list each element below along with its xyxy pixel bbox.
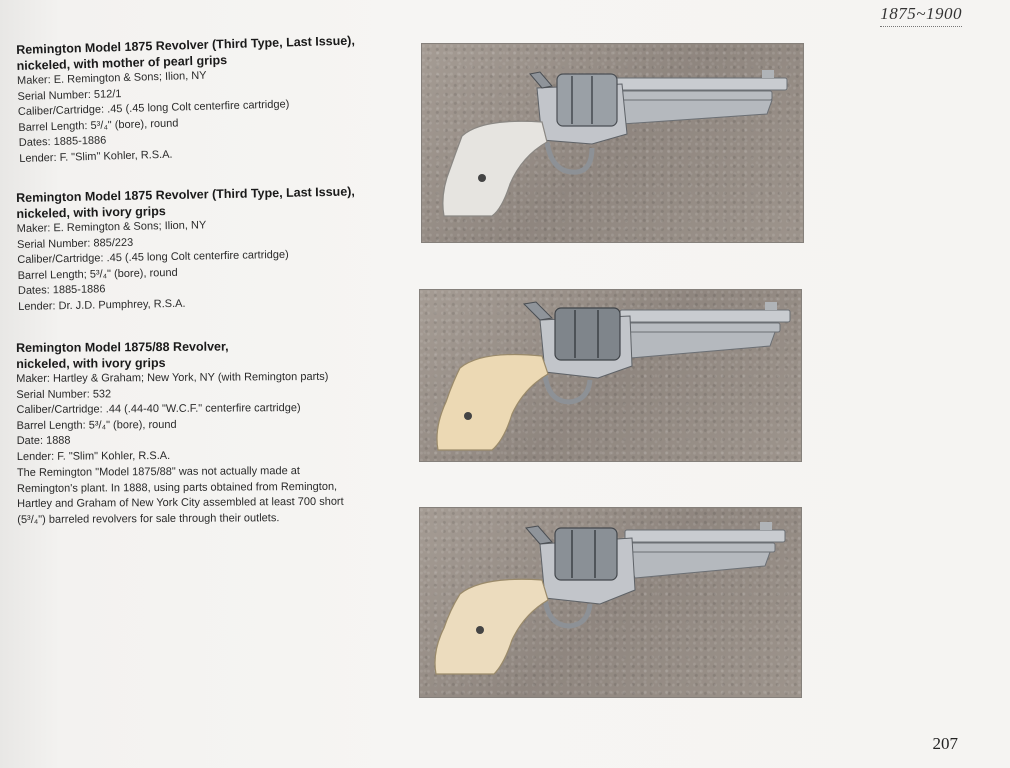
- entry-maker: Maker: E. Remington & Sons; Ilion, NY: [16, 219, 207, 235]
- entry-serial: Serial Number: 532: [16, 387, 112, 401]
- entry-dates: Date: 1888: [16, 434, 71, 447]
- entry-note: [17, 464, 367, 528]
- entry-maker: Maker: E. Remington & Sons; Ilion, NY: [16, 69, 207, 87]
- entry-title-line: Remington Model 1875 Revolver (Third Type, Last Issue),: [16, 184, 355, 205]
- revolver-photo-ivory-grips: [420, 290, 801, 461]
- entry-barrel: Barrel Length; 5³/₄" (bore), round: [17, 266, 178, 282]
- entry-title-line: nickeled, with mother of pearl grips: [16, 53, 228, 73]
- entry-barrel: Barrel Length: 5³/₄" (bore), round: [18, 117, 179, 134]
- catalog-entry: [16, 338, 367, 528]
- entry-maker: Maker: Hartley & Graham; New York, NY (with Remington parts): [16, 370, 329, 385]
- catalog-entry: [16, 32, 369, 167]
- entry-dates: Dates: 1885-1886: [18, 134, 107, 149]
- entry-note-line: (5³/₄") barreled revolvers for sale through their outlets.: [17, 511, 280, 526]
- entry-title-line: nickeled, with ivory grips: [16, 355, 166, 371]
- entry-title-line: Remington Model 1875/88 Revolver,: [16, 339, 229, 355]
- entry-serial: Serial Number: 512/1: [17, 87, 122, 103]
- revolver-photo-pearl-grips: [422, 44, 803, 242]
- entry-serial: Serial Number: 885/223: [16, 236, 134, 251]
- entry-lender: Lender: F. "Slim" Kohler, R.S.A.: [19, 148, 173, 165]
- revolver-illustration: [422, 44, 803, 242]
- page-number: 207: [932, 734, 958, 753]
- catalog-entry: [16, 183, 368, 315]
- entry-title-line: nickeled, with ivory grips: [16, 204, 166, 221]
- entry-lender: Lender: F. "Slim" Kohler, R.S.A.: [16, 449, 171, 463]
- entry-dates: Dates: 1885-1886: [17, 283, 106, 297]
- entry-title: [16, 338, 366, 372]
- entry-lender: Lender: Dr. J.D. Pumphrey, R.S.A.: [18, 297, 186, 313]
- entry-barrel: Barrel Length: 5³/₄" (bore), round: [16, 418, 177, 432]
- revolver-photo-ivory-grips: [420, 508, 801, 697]
- revolver-illustration: [420, 508, 801, 697]
- entry-note-line: Hartley and Graham of New York City assembled at least 700 short: [17, 495, 344, 510]
- entry-caliber: Caliber/Cartridge: .45 (.45 long Colt centerfire cartridge): [17, 248, 289, 266]
- entry-caliber: Caliber/Cartridge: .45 (.45 long Colt centerfire cartridge): [17, 98, 290, 118]
- entry-note-line: Remington's plant. In 1888, using parts obtained from Remington,: [16, 480, 338, 495]
- entry-title-line: Remington Model 1875 Revolver (Third Type, Last Issue),: [16, 33, 356, 57]
- entry-caliber: Caliber/Cartridge: .44 (.44-40 "W.C.F." centerfire cartridge): [16, 402, 301, 416]
- section-header: 1875~1900: [880, 4, 962, 27]
- revolver-illustration: [420, 290, 801, 461]
- entry-note-line: The Remington "Model 1875/88" was not actually made at: [16, 465, 300, 479]
